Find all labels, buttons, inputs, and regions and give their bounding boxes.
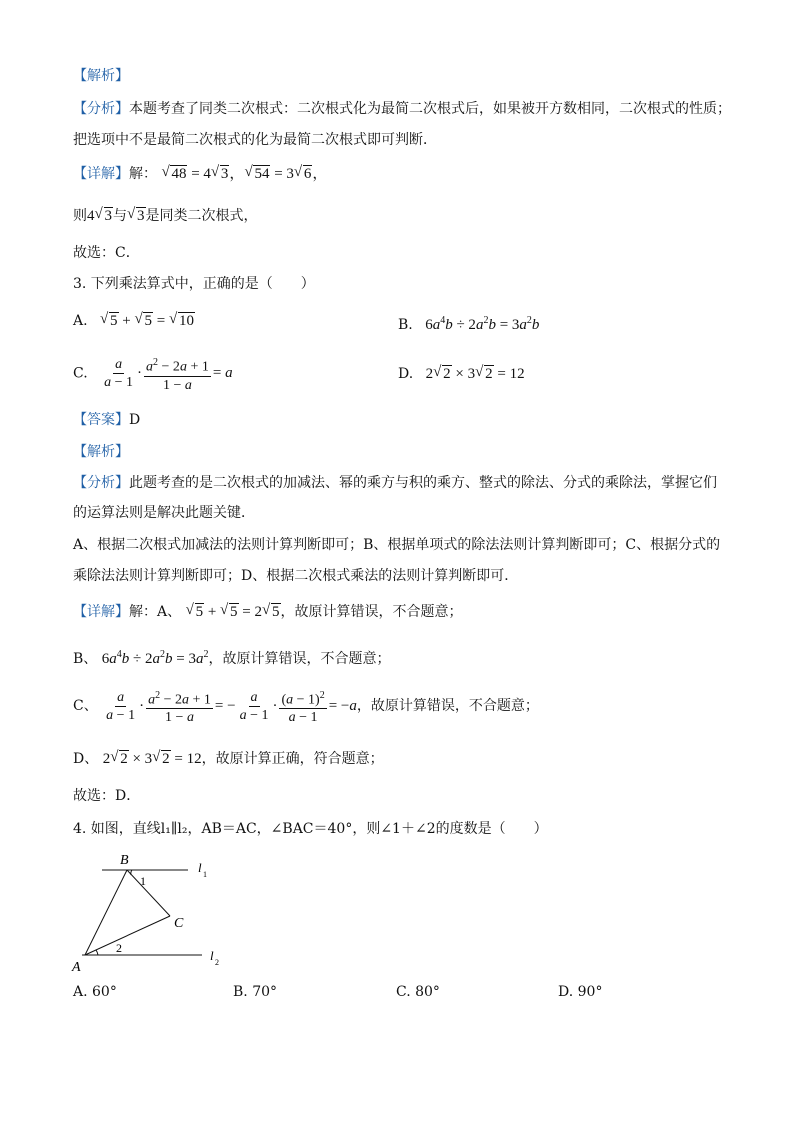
conclusion-mid: 与 [113,208,127,224]
label-angle-1: 1 [140,874,146,888]
formula-sqrt48: √ 48 = 4√ 3，√ 54 = 3√ 6， [161,166,327,182]
detail-paragraph [73,164,327,184]
analysis-3-line4: 乘除法法则计算判断即可；D、根据二次根式乘法的法则计算判断即可． [73,568,519,584]
question-4-stem: 4. 如图，直线l₁∥l₂，AB＝AC，∠BAC＝40°，则∠1＋∠2的度数是（ ） [73,821,548,837]
q3-option-b: B. $6a^4b \div 2a^2b = 3a^2b$ [398,315,540,333]
section-header-analysis: 【解析】 [73,68,129,84]
answer-value: D [129,412,141,428]
detail-3-a [73,602,463,622]
formula-4sqrt3: 4√ 3 [87,208,113,224]
angle-2-arc [96,950,98,955]
detail-3-d-suffix: ，故原计算正确，符合题意； [201,751,384,767]
q4-option-a: A. 60° [73,984,117,1000]
option-c-label: C. [73,365,88,382]
detail-3-b-prefix: B、 [73,651,98,667]
detail-3-c-prefix: C、 [73,698,98,714]
q4-option-b: B. 70° [233,984,278,1000]
label-l2-sub: 2 [215,958,219,967]
q4-option-c: C. 80° [396,984,440,1000]
conclusion-suffix: 是同类二次根式， [145,208,258,224]
analysis-3-text: 此题考查的是二次根式的加减法、幂的乘方与积的乘方、整式的除法、分式的乘除法，掌握它们 [129,475,717,491]
q3-option-d: D. 2√ 2 × 3√ 2 = 12 [398,364,525,384]
analysis-3-paragraph [73,473,717,493]
option-d-label: D. [398,366,414,382]
detail-3-c-suffix: ，故原计算错误，不合题意； [356,698,539,714]
detail-3-a-prefix: 解：A、 [129,604,182,620]
formula-c-solution: $\frac{a}{a - 1}$ · $\frac{a^2 - 2a + 1}{1 - a}$ = − $\frac{a}{a - 1}$ · $\frac{(a - 1)^2}{a - 1}$ = −a [102,698,357,714]
analysis-text: 本题考查了同类二次根式：二次根式化为最简二次根式后，如果被开方数相同，二次根式的性质； [129,101,731,117]
analysis-3-line3: A、根据二次根式加减法的法则计算判断即可；B、根据单项式的除法法则计算判断即可；C、根据分式的 [73,537,721,553]
analysis-tag: 【分析】 [73,101,129,117]
analysis-paragraph-continued: 把选项中不是最简二次根式的化为最简二次根式即可判断． [73,132,437,148]
choose-line: 故选：C． [73,245,140,261]
label-l1-sub: 1 [203,870,207,879]
option-b-label: B. [398,317,413,333]
section-header-analysis-2: 【解析】 [73,444,129,460]
q3-option-c: C. $\frac{a}{a - 1}$ · $\frac{a^2 - 2a + 1}{1 - a}$ = a [73,354,233,394]
analysis-3-tag: 【分析】 [73,475,129,491]
detail-tag: 【详解】 [73,166,129,182]
detail-3-c [73,686,539,726]
question-3-stem: 3. 下列乘法算式中，正确的是（ ） [73,276,315,292]
formula-a-solution: √ 5 + √ 5 = 2√ 5 [186,604,281,620]
detail-3-tag: 【详解】 [73,604,129,620]
detail-prefix: 解： [129,166,157,182]
conclusion-line [73,206,258,226]
label-l2: l [210,948,214,963]
segment-ac [85,916,170,955]
option-a-label: A. [73,313,88,329]
formula-d-solution: 2√ 2 × 3√ 2 = 12 [103,751,202,767]
label-c: C [174,916,184,931]
detail-3-d-prefix: D、 [73,751,99,767]
answer-tag: 【答案】 [73,412,129,428]
answer-line [73,410,140,430]
formula-sqrt3: √ 3 [127,208,146,224]
segment-bc [127,870,170,916]
label-l1: l [198,860,202,875]
detail-3-a-suffix: ，故原计算错误，不合题意； [280,604,463,620]
geometry-figure [60,848,240,978]
analysis-paragraph [73,99,731,119]
label-a: A [72,960,81,975]
detail-3-b [73,645,390,669]
label-b: B [120,853,129,868]
label-angle-2: 2 [116,941,122,955]
detail-3-b-suffix: ，故原计算错误，不合题意； [208,651,391,667]
q3-option-a: A. √ 5 + √ 5 = √ 10 [73,311,195,331]
choose-line-3: 故选：D． [73,788,141,804]
q4-option-d: D. 90° [558,984,603,1000]
analysis-3-line2: 的运算法则是解决此题关键． [73,505,255,521]
conclusion-prefix: 则 [73,208,87,224]
formula-b-solution: $6a^4b \div 2a^2b = 3a^2$ [101,649,209,667]
detail-3-d [73,749,384,769]
